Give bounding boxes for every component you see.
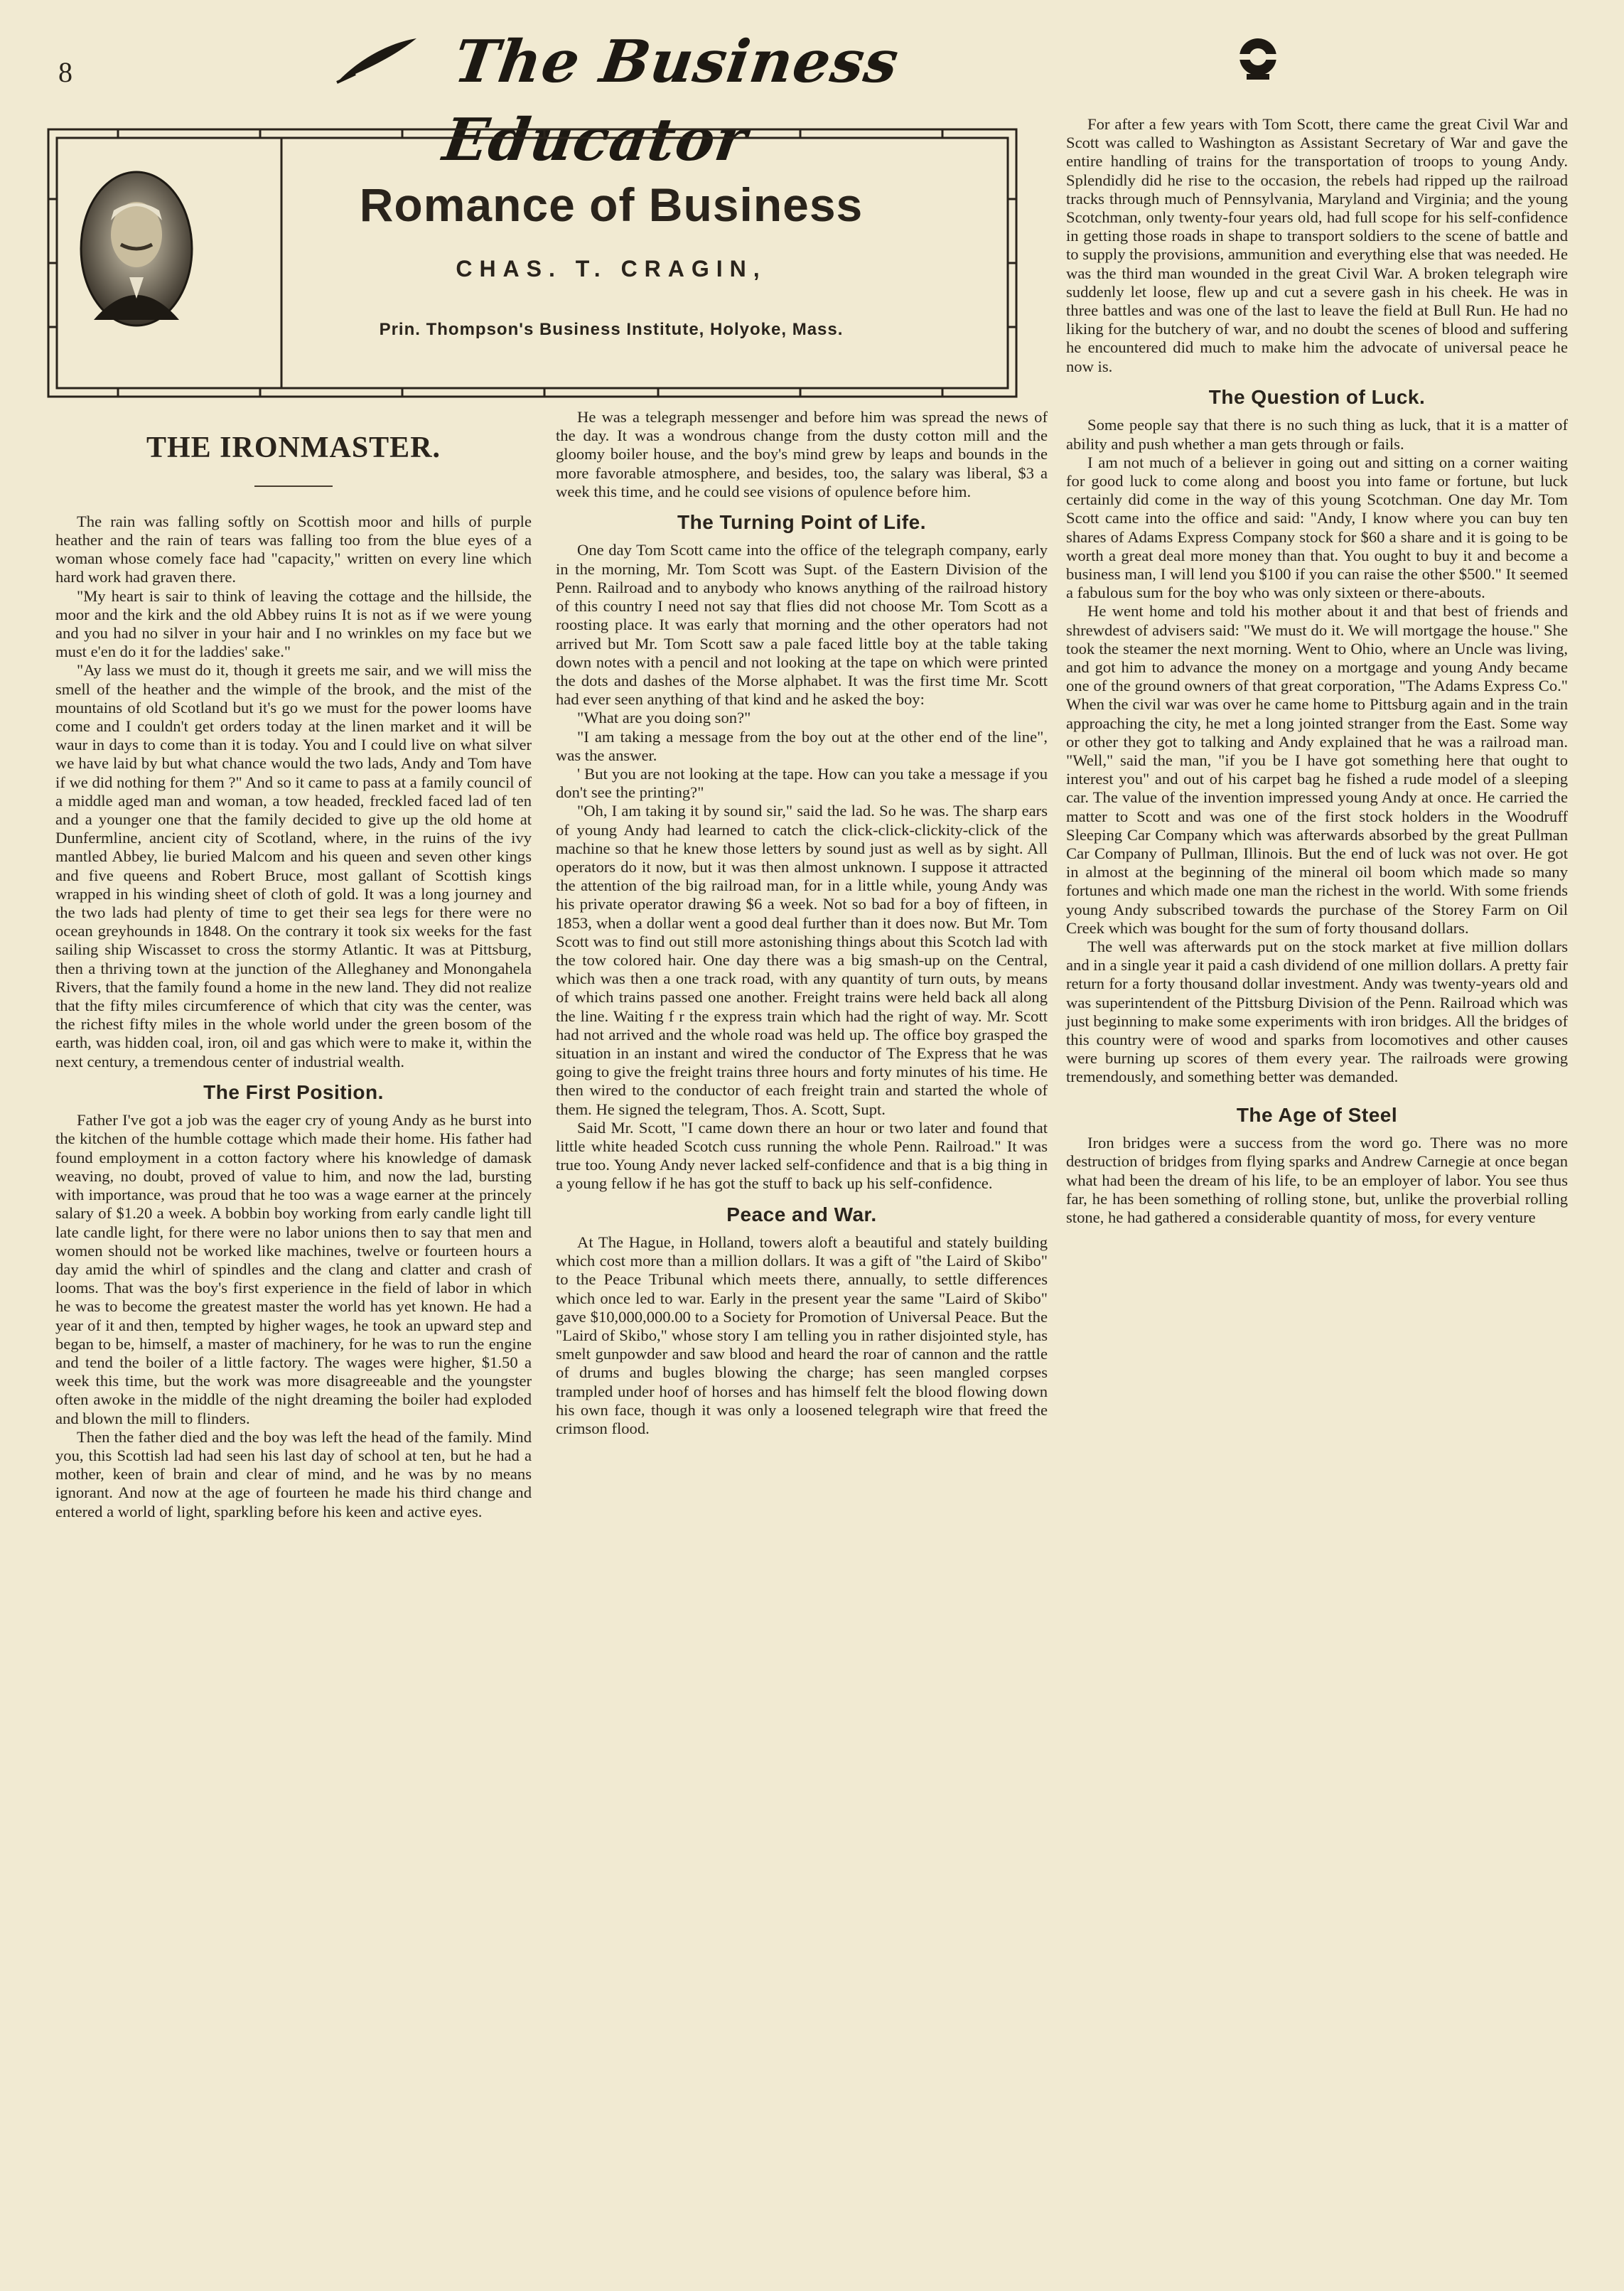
section-heading-peace-and-war: Peace and War. (726, 1203, 877, 1225)
article-title: THE IRONMASTER. (146, 431, 441, 464)
paragraph: One day Tom Scott came into the office of the telegraph company, early in the morning, Mr. Tom Scott was Supt. of the Eastern Division of the Penn. Railroad and to anybody who knows anything of the railroad history of this country I need not say that flies did not choose Mr. Tom Scott as a roosting place. It was early that morning and the other operators had not arrived but Mr. Tom Scott saw a pale faced little boy at the table taking down notes with a pencil and not looking at the tape on which were printed the dots and dashes of the Morse alphabet. It was the first time Mr. Scott had ever seen anything of that kind and he asked the boy: (556, 541, 1048, 709)
author-portrait (80, 171, 193, 327)
column-1 (55, 426, 532, 1521)
title-rule (254, 485, 333, 487)
column-3 (1066, 115, 1568, 1227)
paragraph: "Ay lass we must do it, though it greets me sair, and we will miss the smell of the heather and the wimple of the brook, and the mist of the mountains of old Scotland but it's go we must for the power looms have come and I couldn't get orders today at the linen market and it will be waur in days to come than it is today. You and I could live on what silver we have laid by but what chance would the two lads, Andy and Tom have if we did nothing for them ?" And so it came to pass at a family council of a middle aged man and woman, a tow headed, freckled faced lad of ten and a younger one that the family decided to give up the old home at Dunfermline, ancient city of Scotland, where, in the ruins of the ivy mantled Abbey, lie buried Malcom and his queen and seven other kings and five queens and Robert Bruce, most gallant of Scottish kings wrapped in his winding sheet of cloth of gold. It was a long journey and the two lads had plenty of time to get their sea legs for there were no ocean greyhounds in 1848. On the contrary it took six weeks for the fast sailing ship Wiscasset to cross the stormy Atlantic. It was at Pittsburg, then a thriving town at the junction of the Alleghaney and Monongahela Rivers, that the family found a home in the new land. They did not realize that the fifty miles circumference of which that city was the center, was the richest fifty miles in the whole world under the green bosom of the earth, was hidden coal, iron, oil and gas which were to make it, within the next century, a tremendous center of industrial wealth. (55, 661, 532, 1071)
paragraph: The rain was falling softly on Scottish moor and hills of purple heather and the rain of tears was falling too from the blue eyes of a woman whose comely face had "capacity," written on every line which hard work had graven there. (55, 512, 532, 586)
masthead-title: The Business Educator (439, 28, 903, 174)
paragraph: "I am taking a message from the boy out at the other end of the line", was the answer. (556, 727, 1048, 764)
paragraph: He was a telegraph messenger and before him was spread the news of the day. It was a wondrous change from the dusty cotton mill and the gloomy boiler house, and the boy's mind grew by leaps and bounds in the more favorable atmosphere, and besides, too, the salary was liberal, $3 a week this time, and he could see visions of opulence before him. (556, 408, 1048, 500)
emblem-icon (1230, 30, 1286, 87)
section-heading-turning-point: The Turning Point of Life. (677, 511, 926, 534)
paragraph: He went home and told his mother about it and that best of friends and shrewdest of advisers said: "We must do it. We will mortgage the house." She took the steamer the next morning. Went to Ohio, where an Uncle was living, and got him to advance the money on a mortgage and young Andy became one of the ground owners of that great corporation, "The Adams Express Co." When the civil war was over he came home to Pittsburg again and in the train approaching the city, he met a long jointed stranger from the East. Some way or other they got to talking and Andy explained that he was a railroad man. "Well," said the man, "if you be I have got something here that ought to interest you" and out of his carpet bag he fished a rude model of a sleeping car. The value of the invention impressed young Andy at once. He carried the matter to Scott and was one of the first stock holders in the Woodruff Sleeping Car Company which was afterwards absorbed by the great Pullman Car Company of Pullman, Illinois. But the end of luck was not over. He got in almost at the beginning of the mineral oil boom which made so many fortunes and which made one man the richest in the world. With some friends young Andy subscribed towards the purchase of the Storey Farm on Oil Creek which was bought for the sum of forty thousand dollars. (1066, 602, 1568, 937)
quill-icon (334, 36, 419, 85)
section-heading-age-of-steel: The Age of Steel (1236, 1103, 1398, 1126)
paragraph: For after a few years with Tom Scott, there came the great Civil War and Scott was called to Washington as Assistant Secretary of War and gave the entire handling of trains for the transportation of troops to young Andy. Splendidly did he rise to the occasion, the rebels had ripped up the railroad tracks through much of Pennsylvania, Maryland and Virginia; and the young Scotchman, only twenty-four years old, had full scope for his self-confidence in getting those roads in shape to transport soldiers to the scene of battle and to supply the provisions, ammunition and everything else that was needed. He was the third man wounded in the great Civil War. A broken telegraph wire suddenly let loose, flew up and cut a severe gash in his cheek. He was in three battles and was one of the last to leave the field at Bull Run. He had no liking for the butchery of war, and no doubt the scenes of blood and suffering he encountered did much to make him the advocate of universal peace he now is. (1066, 115, 1568, 375)
paragraph: "What are you doing son?" (577, 709, 751, 727)
paragraph: At The Hague, in Holland, towers aloft a beautiful and stately building which cost more than a million dollars. It was a gift of "the Laird of Skibo" to the Peace Tribunal which meets there, annually, to settle differences which once led to war. Early in the present year the same "Laird of Skibo" gave $10,000,000.00 to a Society for Promotion of Universal Peace. But the "Laird of Skibo," whose story I am telling you in rather disjointed style, has smelt gunpowder and saw blood and heard the roar of cannon and the rattle of drums and bugles blowing the charge; has seen mangled corpses trampled under hoof of horses and has himself felt the blood flowing down his own face, though it was only a loosened telegraph wire that freed the crimson flood. (556, 1233, 1048, 1438)
column-2 (556, 408, 1048, 1438)
section-heading-question-of-luck: The Question of Luck. (1208, 385, 1426, 408)
paragraph: "My heart is sair to think of leaving the cottage and the hillside, the moor and the kirk and the old Abbey ruins It is not as if we were young and you had no silver in your hair and I no wrinkles on my face but we must e'en do it for the laddies' sake." (55, 586, 532, 661)
paragraph: Some people say that there is no such thing as luck, that it is a matter of ability and push whether a man gets through or fails. (1066, 416, 1568, 453)
paragraph: The well was afterwards put on the stock market at five million dollars and in a single year it paid a cash dividend of one million dollars. A pretty fair return for a forty thousand dollar investment. Andy was twenty-years old and was superintendent of the Pittsburg Division of the Penn. Railroad which was just beginning to make some experiments with iron bridges. All the bridges of this country were of wood and sparks from locomotives and other causes were burning up scores of them every year. The railroads were growing tremendously, and something better was demanded. (1066, 938, 1568, 1086)
paragraph: "Oh, I am taking it by sound sir," said the lad. So he was. The sharp ears of young Andy had learned to catch the click-click-clickity-click of the machine so that he knew those letters by sound just as well as by sight. All operators do it now, but it was then almost unknown. I suppose it attracted the attention of the big railroad man, for in a little while, young Andy was his private operator drawing $6 a week. Not so bad for a boy of fifteen, in 1853, when a dollar went a good deal further than it does now. But Mr. Tom Scott was to find out still more astonishing things about this Scotch lad with the tow colored hair. One day there was a big smash-up on the Central, which was then a one track road, with any quantity of turn outs, by means of which trains passed one another. Freight trains were held back all along the line. Waiting f r the express train which had the right of way. Mr. Scott had not arrived and the whole road was held up. The office boy grasped the situation in an instant and wired the conductor of The Express that he was going to give the freight trains three hours and forty minutes of his time. He then wired to the conductor of each freight train and started the whole of them. He signed the telegram, Thos. A. Scott, Supt. (556, 802, 1048, 1118)
page-number: 8 (58, 56, 72, 88)
paragraph: ' But you are not looking at the tape. How can you take a message if you don't see the printing?" (556, 764, 1048, 802)
paragraph: Father I've got a job was the eager cry of young Andy as he burst into the kitchen of the humble cottage which made their home. His father had found employment in a cotton factory where his knowledge of damask weaving, no doubt, proved of value to him, and now the lad, bursting with importance, was proud that he too was a wage earner at the princely salary of $1.20 a week. A bobbin boy working from early candle light till late candle light, for there were no labor unions then to say that men and women should not be worked like machines, twelve or fourteen hours a day amid the whirl of spindles and the clang and clatter and crash of looms. That was the boy's first experience in the field of labor in which he was to become the greatest master the world has yet known. He had a year of it and then, tempted by higher wages, he took an upward step and began to be, himself, a master of machinery, for he was to run the engine and tend the boiler of a little factory. The wages were higher, $1.50 a week this time, but the work was more disagreeable and the youngster often awoke in the middle of the night dreaming the boiler had exploded and blown the mill to flinders. (55, 1111, 532, 1427)
paragraph: Then the father died and the boy was left the head of the family. Mind you, this Scottish lad had seen his last day of school at ten, but he had a mother, keen of brain and clear of mind, and he was by no means ignorant. And now at the age of fourteen he made his third change and entered a world of light, sparkling before his keen and active eyes. (55, 1427, 532, 1520)
author-affiliation: Prin. Thompson's Business Institute, Holyoke, Mass. (379, 320, 844, 339)
paragraph: I am not much of a believer in going out and sitting on a corner waiting for good luck to come along and boost you into fame or fortune, but luck certainly did come in the way of this young Scotchman. One day Mr. Tom Scott came into the office and said: "Andy, I know where you can buy ten shares of Adams Express Company stock for $60 a share and it is going to be worth a great deal more money than that. You ought to buy it and become a business man, I will lend you $100 if you can raise the other $500." It seemed a fabulous sum for the boy who was only sixteen or there-abouts. (1066, 453, 1568, 602)
author-name: CHAS. T. CRAGIN, (456, 256, 767, 281)
series-title: Romance of Business (359, 178, 864, 231)
paragraph: Said Mr. Scott, "I came down there an hour or two later and found that little white headed Scotch cuss running the whole Penn. Railroad." It was true too. Young Andy never lacked self-confidence and that is a big thing in a young fellow if he has got the stuff to back up his self-confidence. (556, 1118, 1048, 1193)
section-heading-first-position: The First Position. (203, 1080, 384, 1103)
paragraph: Iron bridges were a success from the word go. There was no more destruction of bridges from flying sparks and Andrew Carnegie at once began what had been the dream of his life, to be an employer of labor. You see thus far, he has been something of rolling stone, but, unlike the proverbial rolling stone, he had gathered a considerable quantity of moss, for every venture (1066, 1134, 1568, 1226)
